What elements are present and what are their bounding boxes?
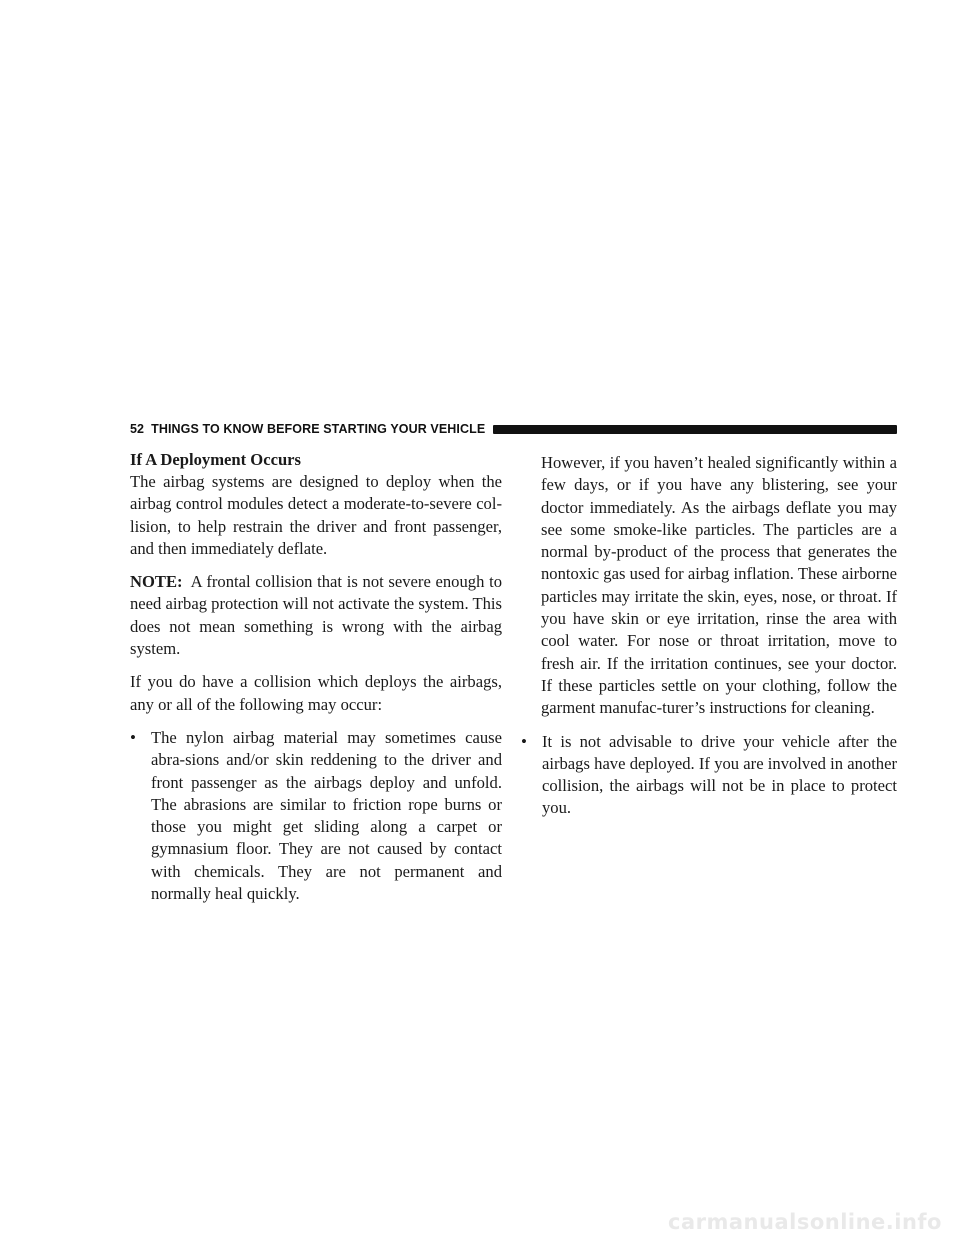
watermark: carmanualsonline.info [668, 1210, 942, 1234]
note-text: A frontal collision that is not severe enough to need airbag protection will not activate the system. This does not mean something is wrong with the airbag system. [130, 572, 502, 659]
bullet-text: It is not advisable to drive your vehicle after the airbags have deployed. If you are involved in another collision, the airbags will not be in place to protect you. [542, 731, 897, 818]
continued-bullet-text: However, if you haven’t healed significantly within a few days, or if you have any blistering, see your doctor immediately. As the airbags deflate you may see some smoke-like particles. The particles are a normal by-product of the process that generates the nontoxic gas used for airbag inflation. These airborne particles may irritate the skin, eyes, nose, or throat. If you have skin or eye irritation, rinse the area with cool water. For nose or throat irritation, move to fresh air. If the irritation continues, see your doctor. If these particles settle on your clothing, follow the garment manufac-turer’s instructions for cleaning. [541, 453, 897, 718]
list-item [521, 731, 897, 820]
section-title: THINGS TO KNOW BEFORE STARTING YOUR VEHICLE [151, 422, 486, 436]
intro-paragraph: The airbag systems are designed to deploy when the airbag control modules detect a moderate-to-severe col-lision, to help restrain the driver and front passenger, and then immediately deflate. [130, 472, 502, 558]
note-label: NOTE: [130, 572, 183, 592]
page-number: 52 [130, 422, 145, 436]
header-rule [493, 425, 897, 434]
left-column [130, 449, 502, 916]
bullet-icon: • [130, 727, 136, 747]
section-heading: If A Deployment Occurs [130, 450, 301, 469]
list-item [130, 727, 502, 905]
bullet-icon: • [521, 731, 527, 751]
note-paragraph [130, 571, 502, 660]
bullet-text: The nylon airbag material may sometimes cause abra-sions and/or skin reddening to the driver and front passenger as the airbags deploy and unfold. The abrasions are similar to friction rope burns or those you might get sliding along a carpet or gymnasium floor. They are not caused by contact with chemicals. They are not permanent and normally heal quickly. [151, 727, 502, 904]
right-column [521, 452, 897, 831]
collision-paragraph: If you do have a collision which deploys the airbags, any or all of the following may occur: [130, 672, 502, 714]
running-head [130, 420, 897, 438]
